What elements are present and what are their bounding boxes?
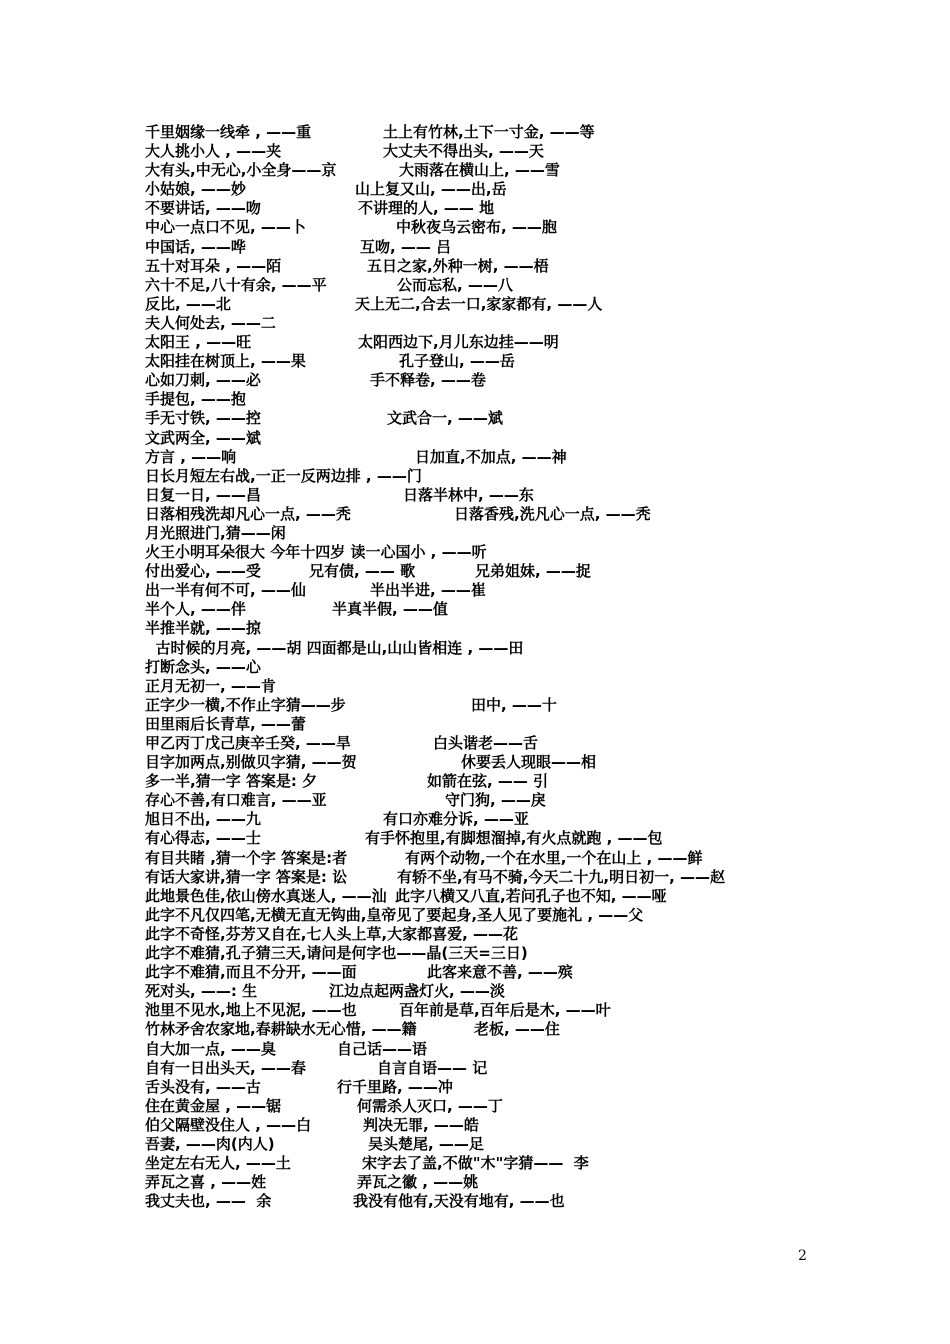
- riddle-entry: 白头谐老——舌: [433, 734, 539, 752]
- riddle-line: [145, 314, 925, 333]
- riddle-line: [145, 199, 925, 218]
- riddle-entry: 多一半,猜一字 答案是: 夕: [145, 772, 318, 791]
- riddle-entry: 住在黄金屋 , ——锯: [145, 1096, 282, 1115]
- riddle-entry: 此字不奇怪,芬芳又自在,七人头上草,大家都喜爱, ——花: [145, 924, 519, 943]
- riddle-entry: 山上复又山, ——出,岳: [355, 180, 507, 199]
- riddle-entry: 半真半假, ——值: [332, 600, 448, 619]
- riddle-entry: 太阳西边下,月儿东边挂——明: [358, 333, 559, 352]
- riddle-entry: 弄瓦之喜 , ——姓: [145, 1173, 267, 1192]
- riddle-entry: 兄弟姐妹, ——捉: [475, 562, 591, 581]
- riddle-entry: 此字不难猜,孔子猜三天,请问是何字也——晶(三天=三日): [145, 944, 528, 963]
- riddle-entry: 吾妻, ——肉(内人): [145, 1134, 275, 1153]
- riddle-entry: 六十不足,八十有余, ——平: [145, 275, 327, 294]
- riddle-entry: 反比, ——北: [145, 294, 231, 313]
- riddle-entry: 日加直,不加点, ——神: [415, 447, 567, 466]
- riddle-entry: 有轿不坐,有马不骑,今天二十九,明日初一, ——赵: [397, 867, 726, 886]
- riddle-entry: 有手怀抱里,有脚想溜掉,有火点就跑 , ——包: [365, 829, 663, 848]
- riddle-entry: 大人挑小人 , ——夹: [145, 142, 282, 161]
- riddle-entry: 中国话, ——哗: [145, 237, 246, 256]
- riddle-entry: 舌头没有, ——古: [145, 1077, 261, 1096]
- riddle-line: [145, 180, 925, 199]
- riddle-line: [145, 906, 925, 925]
- riddle-line: [145, 123, 925, 142]
- riddle-entry: 何需杀人灭口, ——丁: [357, 1096, 503, 1115]
- riddle-entry: 文武合一, ——斌: [387, 409, 503, 428]
- riddle-entry: 有目共睹 ,猜一个字 答案是:者: [145, 848, 348, 867]
- riddle-entry: 有话大家讲,猜一字 答案是: 讼: [145, 867, 348, 886]
- riddle-line: [145, 295, 925, 314]
- riddle-entry: 兄有债, —— 歌: [309, 562, 416, 581]
- riddle-entry: 百年前是草,百年后是木, ——叶: [399, 1001, 611, 1020]
- riddle-line: [145, 543, 925, 562]
- riddle-line: [145, 218, 925, 237]
- riddle-entry: 不要讲话, ——吻: [145, 199, 261, 218]
- riddle-entry: 自大加一点, ——臭: [145, 1039, 276, 1058]
- riddle-line: [145, 238, 925, 257]
- riddle-entry: 此地景色佳,依山傍水真迷人, ——汕: [145, 886, 387, 905]
- riddle-entry: 此字不凡仅四笔,无横无直无钩曲,皇帝见了要起身,圣人见了要施礼 , ——父: [145, 905, 644, 924]
- riddle-line: [145, 772, 925, 791]
- riddle-line: [145, 257, 925, 276]
- riddle-line: [145, 734, 925, 753]
- riddle-entry: 有两个动物,一个在水里,一个在山上 , ——鲜: [405, 848, 703, 867]
- riddle-line: [145, 352, 925, 371]
- riddle-line: [145, 658, 925, 677]
- riddle-entry: 小姑娘, ——妙: [145, 180, 246, 199]
- riddle-line: [145, 982, 925, 1001]
- riddle-entry: 伯父隔壁没住人 , ——白: [145, 1115, 312, 1134]
- riddle-line: [145, 677, 925, 696]
- riddle-entry: 天上无二,合去一口,家家都有, ——人: [355, 294, 603, 313]
- riddle-entry: 月光照进门,猜——闲: [145, 523, 286, 542]
- riddle-line: [145, 1135, 925, 1154]
- riddle-entry: 我没有他有,天没有地有, ——也: [353, 1192, 565, 1211]
- riddle-entry: 火王小明耳朵很大 今年十四岁 读一心国小 , ——听: [145, 543, 487, 562]
- riddle-line: [145, 1154, 925, 1173]
- riddle-entry: 五十对耳朵 , ——陌: [145, 256, 282, 275]
- riddle-line: [145, 562, 925, 581]
- riddle-list: [145, 123, 925, 1211]
- riddle-entry: 死对头, ——: 生: [145, 982, 258, 1001]
- riddle-line: [145, 963, 925, 982]
- riddle-entry: 我丈夫也, —— 余: [145, 1192, 272, 1211]
- riddle-entry: 打断念头, ——心: [145, 657, 261, 676]
- riddle-entry: 老板, ——住: [474, 1020, 560, 1039]
- riddle-entry: 甲乙丙丁戊己庚辛壬癸, ——旱: [145, 734, 351, 752]
- riddle-entry: 五日之家,外种一树, ——梧: [367, 256, 549, 275]
- riddle-line: [145, 371, 925, 390]
- riddle-entry: 日复一日, ——昌: [145, 485, 261, 504]
- riddle-line: [145, 448, 925, 467]
- riddle-line: [145, 791, 925, 810]
- riddle-entry: 此客来意不善, ——殡: [427, 963, 573, 982]
- riddle-line: [145, 142, 925, 161]
- riddle-entry: 孔子登山, ——岳: [399, 352, 515, 371]
- riddle-line: [145, 390, 925, 409]
- riddle-entry: 手不释卷, ——卷: [370, 371, 486, 390]
- riddle-line: [145, 600, 925, 619]
- riddle-entry: 千里姻缘一线牵 , ——重: [145, 123, 312, 141]
- riddle-line: [145, 429, 925, 448]
- riddle-entry: 田里雨后长青草, ——蕾: [145, 714, 306, 733]
- riddle-line: [145, 753, 925, 772]
- riddle-line: [145, 1173, 925, 1192]
- riddle-entry: 古时候的月亮, ——胡 四面都是山,山山皆相连 , ——田: [145, 638, 524, 657]
- riddle-entry: 判决无罪, ——皓: [363, 1115, 479, 1134]
- riddle-entry: 文武两全, ——斌: [145, 428, 261, 447]
- riddle-line: [145, 1116, 925, 1135]
- riddle-line: [145, 1192, 925, 1211]
- riddle-line: [145, 1040, 925, 1059]
- riddle-line: [145, 524, 925, 543]
- riddle-entry: 日落香残,洗凡心一点, ——秃: [454, 504, 651, 523]
- riddle-entry: 行千里路, ——冲: [337, 1077, 453, 1096]
- riddle-entry: 心如刀刺, ——必: [145, 371, 261, 390]
- riddle-entry: 大有头,中无心,小全身——京: [145, 161, 337, 180]
- riddle-line: [145, 639, 925, 658]
- riddle-entry: 付出爱心, ——受: [145, 562, 261, 581]
- riddle-entry: 竹林矛舍农家地,春耕缺水无心惜, ——籍: [145, 1020, 417, 1039]
- riddle-line: [145, 887, 925, 906]
- riddle-entry: 田中, ——十: [471, 695, 557, 714]
- riddle-line: [145, 1097, 925, 1116]
- riddle-entry: 手无寸铁, ——控: [145, 409, 261, 428]
- riddle-entry: 半个人, ——伴: [145, 600, 246, 619]
- riddle-entry: 江边点起两盏灯火, ——淡: [329, 982, 505, 1001]
- riddle-entry: 日落相残洗却凡心一点, ——秃: [145, 504, 351, 523]
- riddle-entry: 旭日不出, ——九: [145, 810, 261, 829]
- riddle-entry: 自己话——语: [337, 1039, 428, 1058]
- riddle-entry: 夫人何处去, ——二: [145, 313, 276, 332]
- riddle-entry: 互吻, —— 吕: [360, 237, 452, 256]
- riddle-line: [145, 619, 925, 638]
- riddle-entry: 不讲理的人, —— 地: [358, 199, 495, 218]
- riddle-entry: 坐定左右无人, ——土: [145, 1154, 291, 1173]
- riddle-entry: 公而忘私, ——八: [397, 275, 513, 294]
- riddle-entry: 有心得志, ——士: [145, 829, 261, 848]
- riddle-entry: 吴头楚尾, ——足: [368, 1134, 484, 1153]
- riddle-line: [145, 829, 925, 848]
- riddle-line: [145, 944, 925, 963]
- riddle-line: [145, 409, 925, 428]
- page-number: 2: [798, 1248, 807, 1264]
- riddle-entry: 守门狗, ——戾: [445, 791, 546, 810]
- riddle-entry: 自有一日出头天, ——春: [145, 1058, 306, 1077]
- riddle-entry: 太阳挂在树顶上, ——果: [145, 352, 306, 371]
- riddle-line: [145, 1020, 925, 1039]
- riddle-line: [145, 467, 925, 486]
- riddle-line: [145, 1059, 925, 1078]
- riddle-entry: 自言自语—— 记: [377, 1058, 488, 1077]
- riddle-entry: 宋字去了盖,不做"木"字猜—— 李: [362, 1154, 589, 1173]
- riddle-line: [145, 505, 925, 524]
- riddle-line: [145, 161, 925, 180]
- riddle-entry: 大丈夫不得出头, ——天: [383, 142, 544, 161]
- riddle-entry: 如箭在弦, —— 引: [427, 772, 549, 791]
- riddle-line: [145, 486, 925, 505]
- riddle-entry: 半出半进, ——崔: [370, 581, 486, 600]
- riddle-line: [145, 1001, 925, 1020]
- riddle-line: [145, 1078, 925, 1097]
- riddle-entry: 正月无初一, ——肯: [145, 676, 276, 695]
- riddle-line: [145, 276, 925, 295]
- riddle-line: [145, 868, 925, 887]
- riddle-line: [145, 696, 925, 715]
- riddle-line: [145, 810, 925, 829]
- riddle-entry: 此字八横又八直,若问孔子也不知, ——哑: [395, 886, 667, 905]
- riddle-entry: 太阳王 , ——旺: [145, 333, 252, 352]
- riddle-entry: 半推半就, ——掠: [145, 619, 261, 638]
- riddle-entry: 日长月短左右战,一正一反两边排 , ——门: [145, 466, 422, 485]
- riddle-entry: 中秋夜乌云密布, ——胞: [396, 218, 557, 237]
- riddle-entry: 中心一点口不见, ——卜: [145, 218, 306, 237]
- riddle-entry: 此字不难猜,而且不分开, ——面: [145, 963, 357, 982]
- riddle-entry: 出一半有何不可, ——仙: [145, 581, 306, 600]
- riddle-line: [145, 715, 925, 734]
- riddle-entry: 正字少一横,不作止字猜——步: [145, 695, 346, 714]
- riddle-entry: 方言 , ——响: [145, 447, 237, 466]
- riddle-line: [145, 925, 925, 944]
- riddle-entry: 土上有竹林,土下一寸金, ——等: [383, 123, 595, 141]
- riddle-entry: 休要丢人现眼——相: [461, 753, 597, 772]
- riddle-entry: 目字加两点,别做贝字猜, ——贺: [145, 753, 357, 772]
- riddle-entry: 有口亦难分诉, ——亚: [383, 810, 529, 829]
- riddle-line: [145, 849, 925, 868]
- riddle-entry: 手提包, ——抱: [145, 390, 246, 409]
- riddle-line: [145, 581, 925, 600]
- riddle-entry: 池里不见水,地上不见泥, ——也: [145, 1001, 357, 1020]
- riddle-entry: 存心不善,有口难言, ——亚: [145, 791, 327, 810]
- riddle-entry: 大雨落在横山上, ——雪: [399, 161, 560, 180]
- riddle-entry: 日落半林中, ——东: [403, 485, 534, 504]
- riddle-entry: 弄瓦之徽 , ——姚: [357, 1173, 479, 1192]
- riddle-line: [145, 333, 925, 352]
